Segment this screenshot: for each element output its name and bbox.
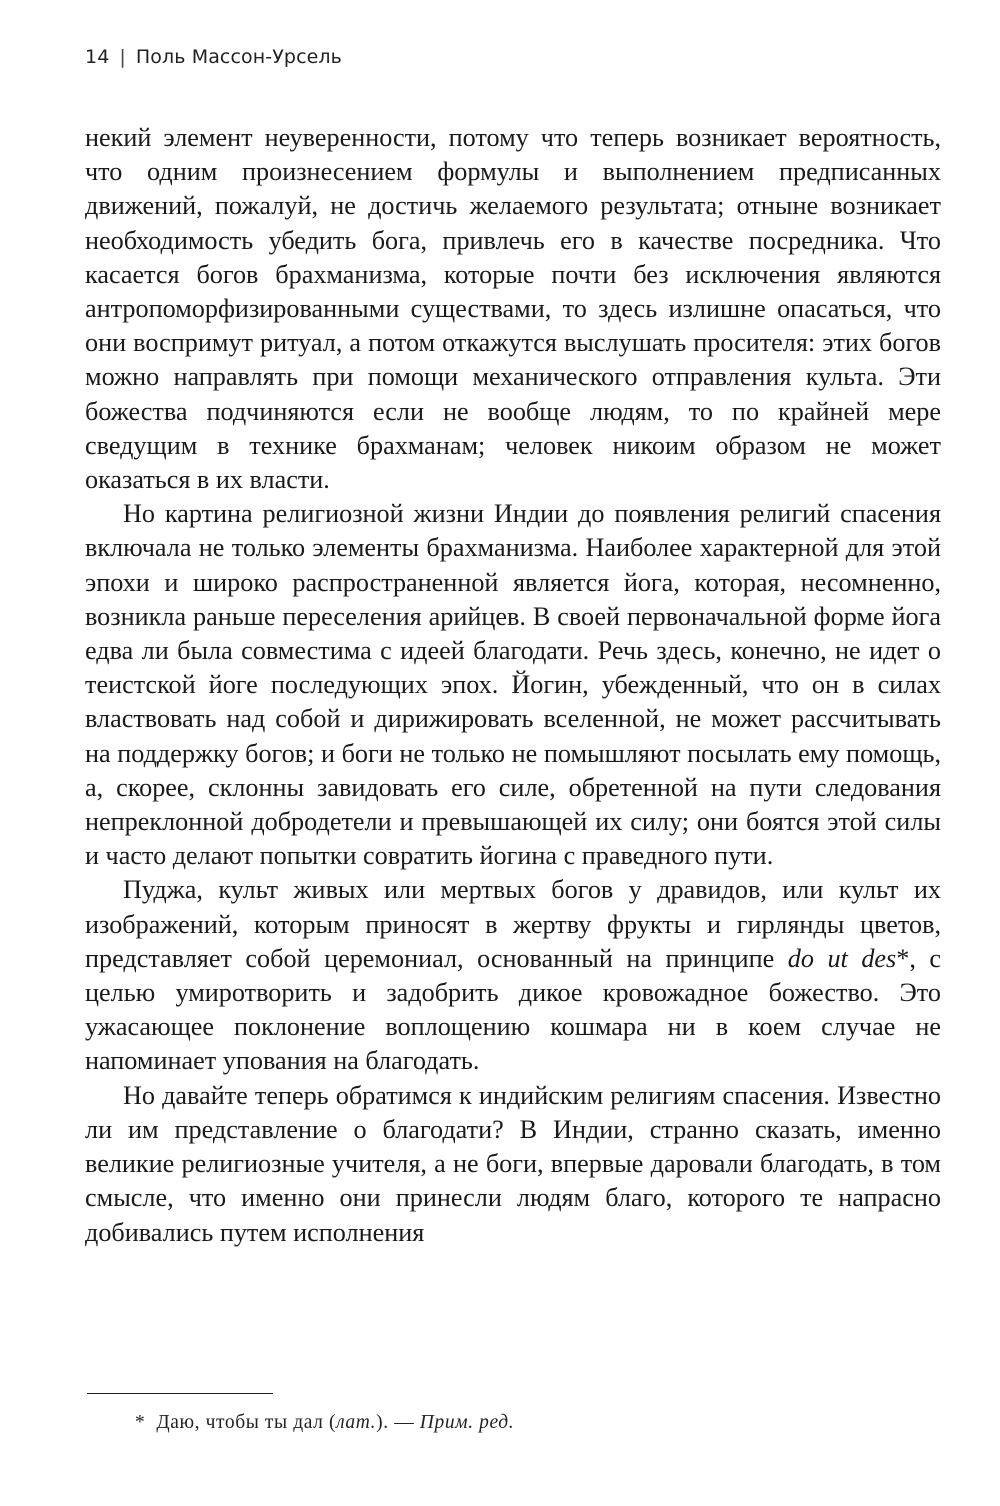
- running-title: Поль Массон-Урсель: [135, 46, 342, 68]
- footnote-text-middle: ). —: [376, 1412, 420, 1433]
- footnote-asterisk: *: [135, 1412, 146, 1433]
- footnote-text-before: Даю, чтобы ты дал (: [156, 1412, 337, 1433]
- footnote-lang-abbr: лат.: [336, 1412, 377, 1433]
- paragraph-3: [85, 873, 941, 1078]
- paragraph-1: некий элемент неуверенности, потому что теперь возникает вероятность, что одним произнесением формулы и выполнением предписанных движений, пожалуй, не достичь желаемого результата; отныне возникает необходимость убедить бога, привлечь его в качестве посредника. Что касается богов брахманизма, которые почти без исключения являются антропоморфизированными существами, то здесь излишне опасаться, что они воспримут ритуал, а потом откажутся выслушать просителя: этих богов можно направлять при помощи механического отправления культа. Эти божества подчиняются если не вообще людям, то по крайней мере сведущим в технике брахманам; человек никоим образом не может оказаться в их власти.: [85, 123, 941, 495]
- paragraph-2: Но картина религиозной жизни Индии до появления религий спасения включала не только элементы брахманизма. Наиболее характерной для этой эпохи и широко распространенной является йога, которая, несомненно, возникла раньше переселения арийцев. В своей первоначальной форме йога едва ли была совместима с идеей благодати. Речь здесь, конечно, не идет о теистской йоге последующих эпох. Йогин, убежденный, что он в силах властвовать над собой и дирижировать вселенной, не может рассчитывать на поддержку богов; и боги не только не помышляют посылать ему помощь, а, скорее, склонны завидовать его силе, обретенной на пути следования непреклонной добродетели и превышающей их силу; они боятся этой силы и часто делают попытки совратить йогина с праведного пути.: [85, 499, 941, 871]
- running-head: [85, 46, 342, 68]
- footnote-divider: [87, 1393, 273, 1394]
- paragraph-3-text-before: Пуджа, культ живых или мертвых богов у дравидов, или культ их изображений, которым приносят в жертву фрукты и гирлянды цветов, представляет собой церемониал, основанный на принципе: [85, 875, 941, 973]
- footnote-editor-note: Прим. ред.: [419, 1412, 515, 1433]
- page-number: 14: [85, 46, 110, 68]
- main-text: [85, 121, 941, 1250]
- footnote-marker: *: [896, 943, 910, 973]
- header-separator: |: [119, 46, 126, 68]
- footnote: [135, 1410, 514, 1436]
- paragraph-3-text-after: , с целью умиротворить и задобрить дикое кровожадное божество. Это ужасающее поклонение воплощению кошмара ни в коем случае не напоминает упования на благодать.: [85, 943, 942, 1076]
- latin-phrase: do ut des: [787, 943, 897, 973]
- paragraph-4: Но давайте теперь обратимся к индийским религиям спасения. Известно ли им представление о благодати? В Индии, странно сказать, именно великие религиозные учителя, а не боги, впервые даровали благодать, в том смысле, что именно они принесли людям благо, которого те напрасно добивались путем исполнения: [85, 1080, 941, 1247]
